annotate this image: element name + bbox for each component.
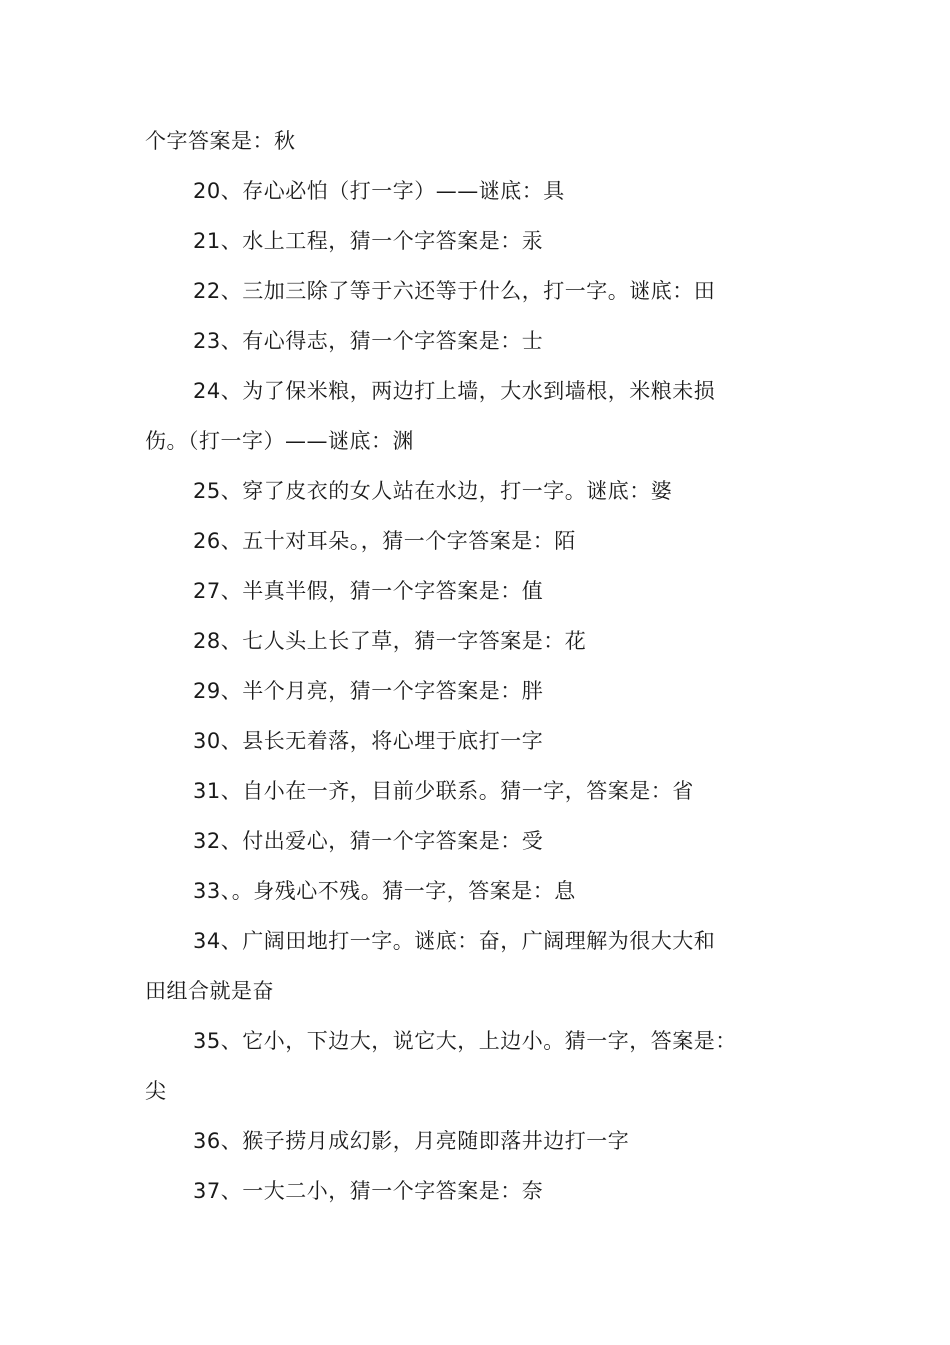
- text-line: 个字答案是：秋: [145, 129, 296, 153]
- riddle-item-35: 35、它小，下边大，说它大，上边小。猜一字，答案是：: [193, 1029, 737, 1053]
- riddle-item-23: 23、有心得志，猜一个字答案是：士: [193, 329, 544, 353]
- riddle-item-29: 29、半个月亮，猜一个字答案是：胖: [193, 679, 544, 703]
- riddle-item-34-continued: 田组合就是奋: [145, 979, 274, 1003]
- riddle-item-32: 32、付出爱心，猜一个字答案是：受: [193, 829, 544, 853]
- riddle-item-28: 28、七人头上长了草，猜一字答案是：花: [193, 629, 587, 653]
- riddle-item-33: 33、。身残心不残。猜一字，答案是：息: [193, 879, 576, 903]
- riddle-item-25: 25、穿了皮衣的女人站在水边，打一字。谜底：婆: [193, 479, 673, 503]
- riddle-item-24: 24、为了保米粮，两边打上墙，大水到墙根，米粮未损: [193, 379, 716, 403]
- riddle-item-34: 34、广阔田地打一字。谜底：奋，广阔理解为很大大和: [193, 929, 716, 953]
- riddle-item-36: 36、猴子捞月成幻影，月亮随即落井边打一字: [193, 1129, 630, 1153]
- riddle-item-24-continued: 伤。（打一字）——谜底：渊: [145, 429, 414, 453]
- riddle-item-26: 26、五十对耳朵。，猜一个字答案是：陌: [193, 529, 576, 553]
- riddle-item-35-continued: 尖: [145, 1079, 167, 1103]
- riddle-item-37: 37、一大二小，猜一个字答案是：奈: [193, 1179, 544, 1203]
- riddle-item-20: 20、存心必怕（打一字）——谜底：具: [193, 179, 565, 203]
- riddle-item-31: 31、自小在一齐，目前少联系。猜一字，答案是：省: [193, 779, 694, 803]
- riddle-list: [145, 116, 760, 1216]
- riddle-item-27: 27、半真半假，猜一个字答案是：值: [193, 579, 544, 603]
- riddle-item-21: 21、水上工程，猜一个字答案是：汞: [193, 229, 544, 253]
- riddle-item-30: 30、县长无着落，将心埋于底打一字: [193, 729, 544, 753]
- riddle-item-22: 22、三加三除了等于六还等于什么，打一字。谜底：田: [193, 279, 716, 303]
